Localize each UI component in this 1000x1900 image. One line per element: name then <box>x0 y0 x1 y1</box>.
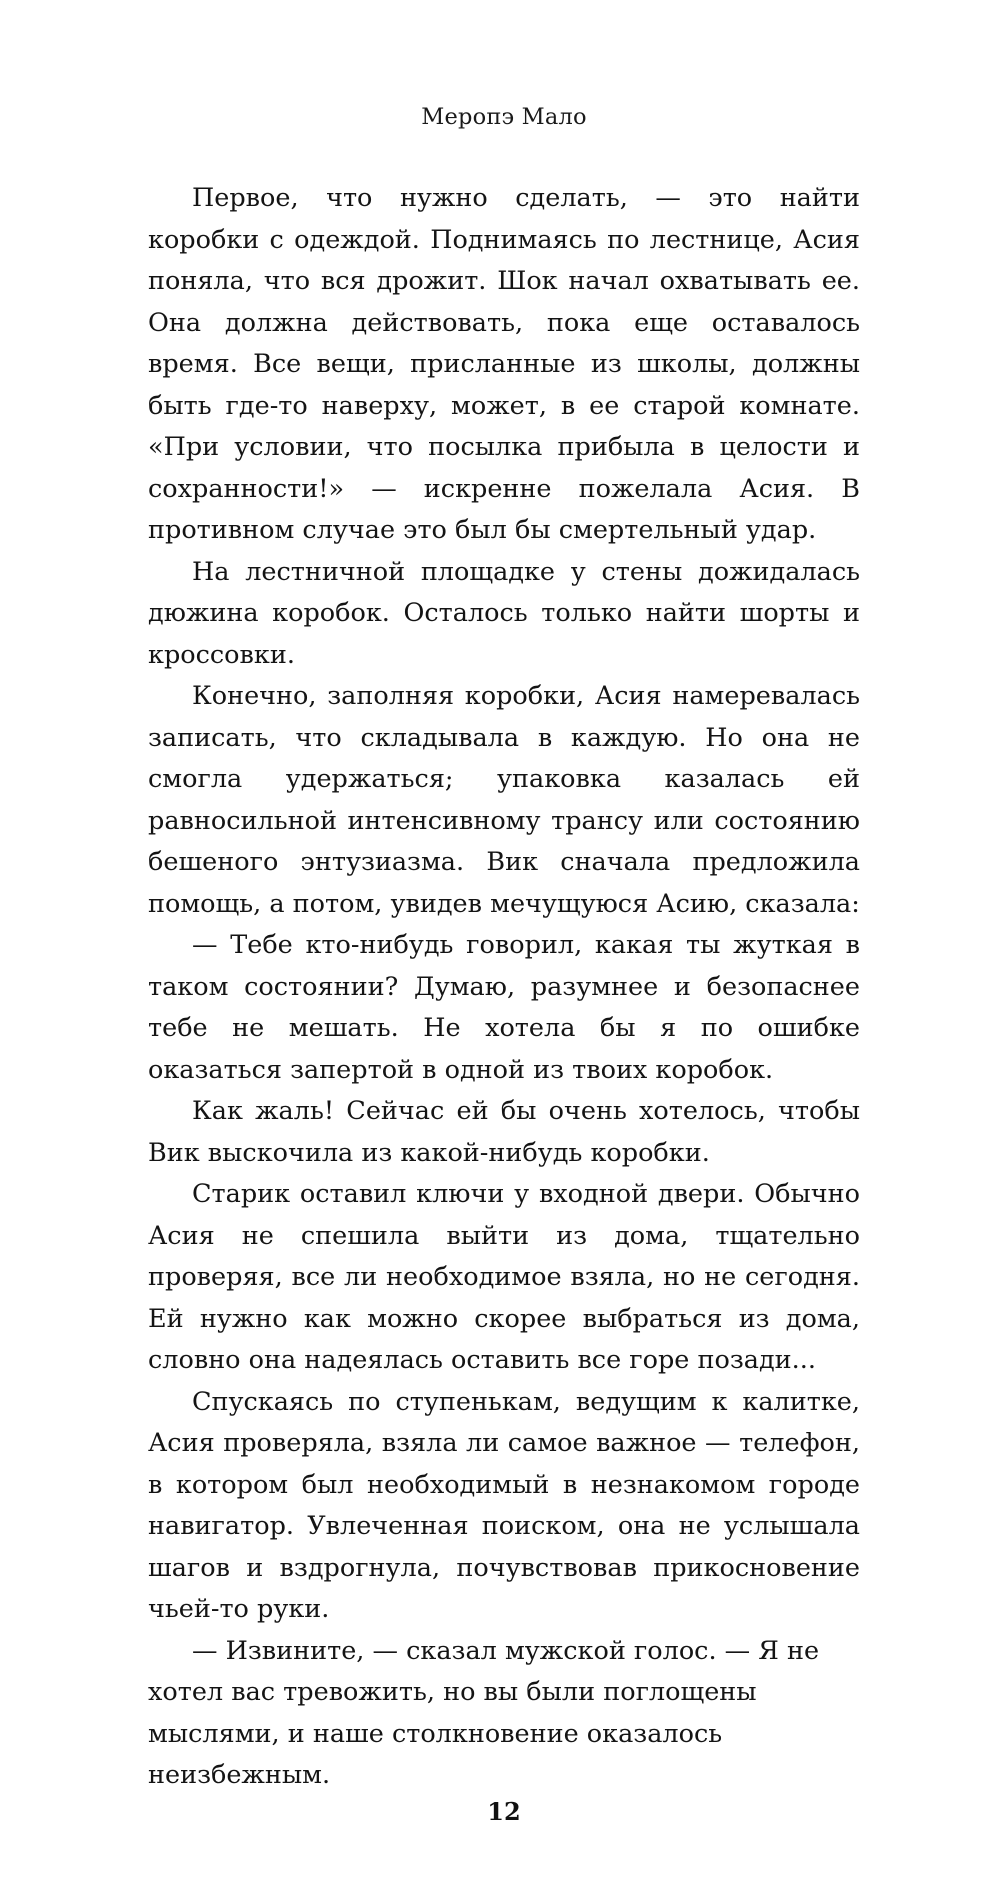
paragraph-dialogue: — Извините, — сказал мужской голос. — Я не хотел вас тревожить, но вы были поглощены мыслями, и наше столкновение оказалось неизбежным. <box>148 1635 820 1790</box>
paragraph: Спускаясь по ступенькам, ведущим к калитке, Асия проверяла, взяла ли самое важное — телефон, в котором был необходимый в незнакомом городе навигатор. Увлеченная поиском, она не услышала шагов и вздрогнула, почувствовав прикосновение чьей-то руки. <box>148 1386 860 1624</box>
paragraph-dialogue: — Тебе кто-нибудь говорил, какая ты жуткая в таком состоянии? Думаю, разумнее и безопаснее тебе не мешать. Не хотела бы я по ошибке оказаться запертой в одной из твоих коробок. <box>148 930 860 1085</box>
page-number: 12 <box>487 1796 521 1826</box>
paragraph: На лестничной площадке у стены дожидалась дюжина коробок. Осталось только найти шорты и кроссовки. <box>148 556 860 670</box>
running-head-author: Меропэ Мало <box>421 104 587 130</box>
paragraph: Как жаль! Сейчас ей бы очень хотелось, чтобы Вик выскочила из какой-нибудь коробки. <box>148 1096 860 1168</box>
page-body-text <box>148 178 860 1797</box>
paragraph: Старик оставил ключи у входной двери. Обычно Асия не спешила выйти из дома, тщательно проверяя, все ли необходимое взяла, но не сегодня. Ей нужно как можно скорее выбраться из дома, словно она надеялась оставить все горе позади... <box>148 1179 860 1375</box>
paragraph: Конечно, заполняя коробки, Асия намеревалась записать, что складывала в каждую. Но она не смогла удержаться; упаковка казалась ей равносильной интенсивному трансу или состоянию бешеного энтузиазма. Вик сначала предложила помощь, а потом, увидев мечущуюся Асию, сказала: <box>148 681 860 919</box>
paragraph: Первое, что нужно сделать, — это найти коробки с одеждой. Поднимаясь по лестнице, Асия поняла, что вся дрожит. Шок начал охватывать ее. Она должна действовать, пока еще оставалось время. Все вещи, присланные из школы, должны быть где-то наверху, может, в ее старой комнате. «При условии, что посылка прибыла в целости и сохранности!» — искренне пожелала Асия. В противном случае это был бы смертельный удар. <box>148 183 860 545</box>
